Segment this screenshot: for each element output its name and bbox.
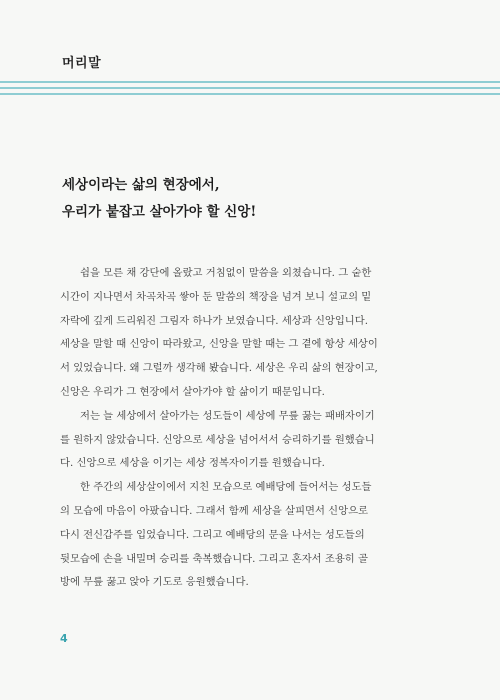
body-line: 의 모습에 마음이 아팠습니다. 그래서 함께 세상을 살피면서 신앙으로: [60, 504, 368, 517]
body-line: 저는 늘 세상에서 살아가는 성도들이 세상에 무릎 꿇는 패배자이기: [80, 409, 375, 422]
header-rule-3: [0, 93, 500, 95]
header-rule-2: [0, 87, 500, 89]
body-line: 서 있었습니다. 왜 그럴까 생각해 봤습니다. 세상은 우리 삶의 현장이고,: [60, 362, 378, 375]
body-line: 다. 신앙으로 세상을 이기는 세상 정복자이기를 원했습니다.: [60, 457, 325, 470]
body-line: 세상을 말할 때 신앙이 따라왔고, 신앙을 말할 때는 그 곁에 항상 세상이: [60, 338, 378, 351]
headline: [62, 172, 452, 226]
body-line: 한 주간의 세상살이에서 지친 모습으로 예배당에 들어서는 성도들: [80, 481, 372, 494]
body-line: 시간이 지나면서 차곡차곡 쌓아 둔 말씀의 책장을 넘겨 보니 설교의 밑: [60, 290, 372, 303]
header-rule-1: [0, 81, 500, 83]
body-line: 쉼을 모른 채 강단에 올랐고 거침없이 말씀을 외쳤습니다. 그 숱한: [80, 267, 372, 279]
body-line: 다시 전신갑주를 입었습니다. 그리고 예배당의 문을 나서는 성도들의: [60, 528, 365, 541]
body-line: 뒷모습에 손을 내밀며 승리를 축복했습니다. 그리고 혼자서 조용히 골: [60, 552, 368, 565]
body-line: 자락에 깊게 드리워진 그림자 하나가 보였습니다. 세상과 신앙입니다.: [60, 314, 368, 327]
headline-line-2: 우리가 붙잡고 살아가야 할 신앙!: [62, 204, 257, 220]
page-number: 4: [60, 632, 68, 645]
body-line: 신앙은 우리가 그 현장에서 살아가야 할 삶이기 때문입니다.: [60, 385, 325, 398]
body-line: 를 원하지 않았습니다. 신앙으로 세상을 넘어서서 승리하기를 원했습니: [60, 433, 375, 446]
body-line: 방에 무릎 꿇고 앉아 기도로 응원했습니다.: [60, 576, 249, 589]
headline-line-1: 세상이라는 삶의 현장에서,: [62, 177, 220, 193]
section-label: 머리말: [62, 56, 102, 71]
body-text: [60, 262, 442, 595]
